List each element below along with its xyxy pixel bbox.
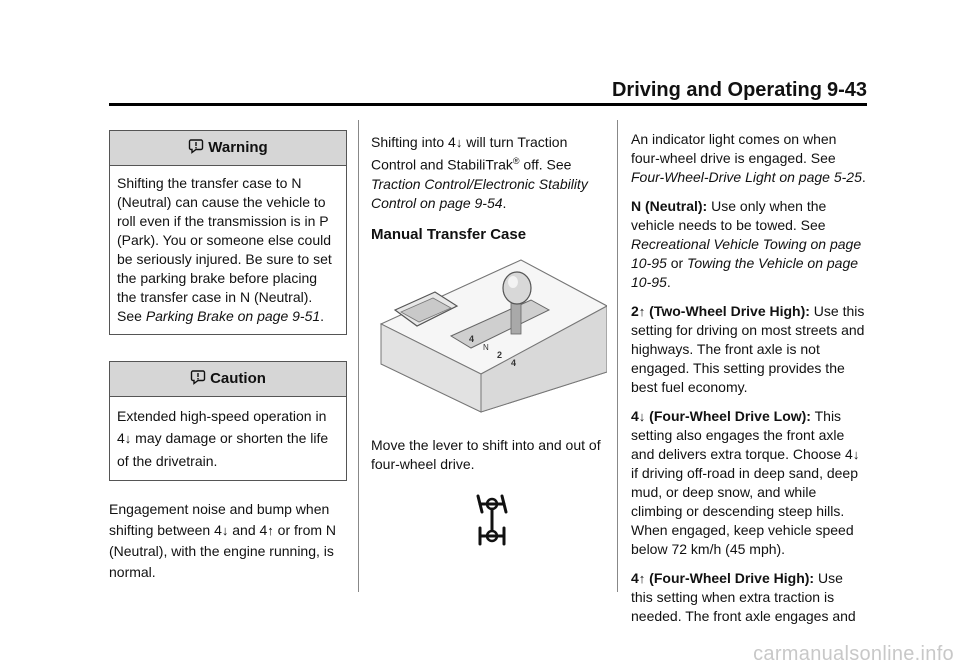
page-number: 9-43	[826, 79, 867, 101]
arrow-up-icon: ↑	[638, 571, 646, 586]
transfer-case-lever-illustration	[371, 254, 607, 414]
four-high-paragraph: 4↑ (Four-Wheel Drive High): Use this setting when extra traction is needed. The front axle engages and	[631, 570, 856, 624]
neutral-paragraph: N (Neutral): Use only when the vehicle needs to be towed. See Recreational Vehicle Towing on page 10-95 or Towing the Vehicle on page 10-95.	[631, 198, 862, 290]
image-caption: Move the lever to shift into and out of four-wheel drive.	[371, 436, 601, 472]
indicator-reference[interactable]: Four-Wheel-Drive Light on page 5-25	[631, 169, 862, 185]
warning-title: Warning	[208, 139, 268, 156]
caution-header	[110, 362, 346, 397]
warning-reference[interactable]: Parking Brake on page 9-51	[145, 308, 321, 324]
engagement-paragraph: Engagement noise and bump when shifting between 4↓ and 4↑ or from N (Neutral), with the engine running, is normal.	[109, 501, 337, 580]
warning-header	[110, 131, 346, 166]
four-low-paragraph: 4↓ (Four-Wheel Drive Low): This setting also engages the front axle and delivers extra torque. Choose 4↓ if driving off-road in deep sand, deep mud, or deep snow, and while climbing or descending steep hills. When engaged, keep vehicle speed below 72 km/h (45 mph).	[631, 408, 860, 557]
traction-paragraph: Shifting into 4↓ will turn Traction Control and StabiliTrak® off. See Traction Control/Electronic Stability Control on page 9-54.	[371, 134, 588, 211]
arrow-down-icon: ↓	[221, 523, 229, 538]
traction-reference[interactable]: Traction Control/Electronic Stability Control on page 9-54	[371, 175, 588, 211]
warning-box	[109, 130, 347, 335]
manual-transfer-case-heading: Manual Transfer Case	[371, 225, 527, 243]
arrow-up-icon: ↑	[638, 304, 646, 319]
warning-text: Shifting the transfer case to N (Neutral) can cause the vehicle to roll even if the transmission is in P (Park). You or someone else could be seriously injured. Be sure to set the parking brake before placing the transfer case in N (Neutral). See Parking Brake on page 9-51.	[117, 175, 332, 324]
arrow-down-icon: ↓	[455, 135, 463, 150]
watermark: carmanualsonline.info	[753, 643, 954, 665]
arrow-down-icon: ↓	[852, 447, 860, 462]
header-rule	[109, 103, 867, 106]
arrow-down-icon: ↓	[638, 409, 646, 424]
caution-box	[109, 361, 347, 481]
rv-towing-reference[interactable]: Recreational Vehicle Towing on page 10-95	[631, 236, 862, 271]
caution-icon	[190, 369, 206, 385]
two-high-paragraph: 2↑ (Two-Wheel Drive High): Use this setting for driving on most streets and highways. The front axle is not engaged. This setting provides the best fuel economy.	[631, 303, 865, 395]
arrow-down-icon: ↓	[124, 431, 132, 446]
column-divider	[617, 120, 618, 592]
shift-position-label: 2	[497, 349, 503, 360]
shift-position-label: 4	[469, 333, 475, 344]
column-1	[109, 130, 347, 593]
caution-text: Extended high-speed operation in 4↓ may damage or shorten the life of the drivetrain.	[117, 408, 329, 469]
towing-vehicle-reference[interactable]: Towing the Vehicle on page 10-95	[631, 255, 859, 290]
indicator-paragraph: An indicator light comes on when four-wheel drive is engaged. See Four-Wheel-Drive Light on page 5-25.	[631, 131, 866, 185]
section-title: Driving and Operating	[611, 79, 822, 101]
shift-position-label: N	[483, 342, 489, 352]
warning-icon	[188, 138, 204, 154]
arrow-up-icon: ↑	[267, 523, 274, 538]
column-2	[371, 133, 607, 548]
column-3	[631, 130, 867, 636]
four-wheel-drive-indicator-icon	[472, 492, 512, 548]
shift-position-label: 4	[511, 357, 517, 368]
caution-title: Caution	[210, 370, 266, 387]
column-divider	[358, 120, 359, 592]
